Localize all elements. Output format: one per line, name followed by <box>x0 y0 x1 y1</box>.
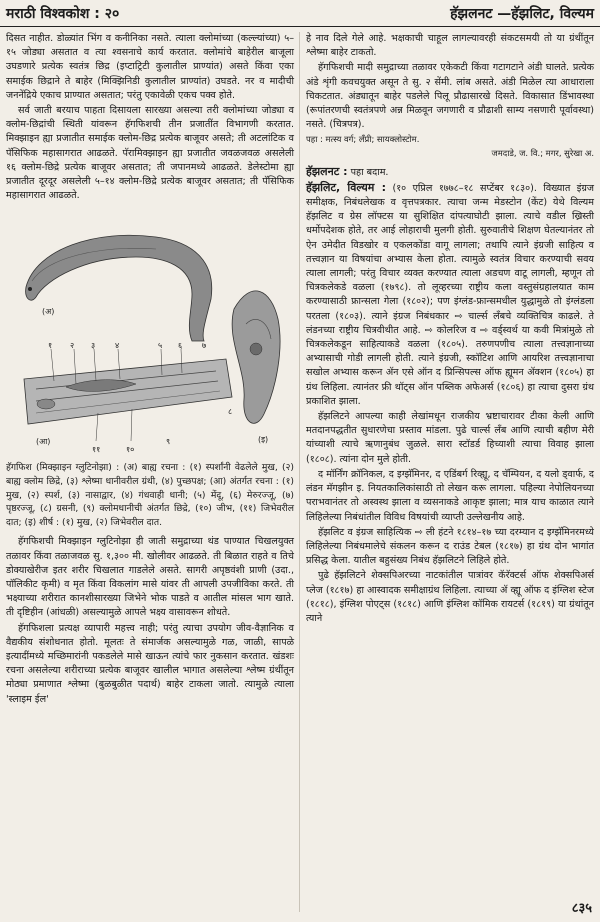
paragraph: हॅझलिटने आपल्या काही लेखांमधून राजकीय भ्रष्टाचारावर टीका केली आणि मतदानपद्धतीत सुधारणेचा प्रस्ताव मांडला. पुढे चार्ल्स लँब आणि त्याची बहीण मेरी यांच्याशी त्याचे ऋणानुबंध जुळले. सारा स्टॉडर्ड हिच्याशी त्याचा विवाह झाला (१८०८). त्यांना दोन मुले होती. <box>306 411 594 465</box>
hagfish-figure <box>6 209 294 457</box>
page-header <box>0 0 600 27</box>
figure-number: ९ <box>166 437 171 447</box>
figure-number: ६ <box>178 341 183 351</box>
paragraph: द मॉर्निंग क्रॉनिकल, द इग्झॅमिनर, द एडिंबर्ग रिव्ह्यू, द चॅम्पियन, द यलो ड्वार्फ, द लंडन मॅगझीन इ. नियतकालिकांसाठी तो लेखन करू लागला. पहिल्या नेपोलियनच्या पराभवानंतर तो अस्वस्थ झाला व व्यसनाकडे आकृष्ट झाला; मात्र याच काळात त्याने लिहिलेल्या निबंधांतील विविध विषयांची व्याप्ती उल्लेखनीय आहे. <box>306 468 594 523</box>
entry-hazelnut <box>306 165 594 180</box>
figure-label-i: (इ) <box>258 435 269 445</box>
figure-caption: हॅगफिश (मिक्झाइन ग्लुटिनोझा) : (अ) बाह्य रचना : (१) स्पर्शांनी वेढलेले मुख, (२) बाह्य क्लोम छिद्रे, (३) श्लेष्मा धानीवरील ग्रंथी, (४) पुच्छपक्ष; (आ) अंतर्गत रचना : (१) मुख, (२) स्पर्श, (३) नासाद्वार, (४) गंधवाही धानी; (५) मेंदू, (६) मेरुरज्जू, (७) पृष्ठरज्जू, (८) ग्रसनी, (९) क्लोमधानीची अंतर्गत छिद्रे, (१०) जीभ, (११) जिभेवरील दात; (इ) शीर्ष : (१) मुख, (२) जिभेवरील दात. <box>6 462 294 528</box>
figure-number: ८ <box>228 407 233 417</box>
headword: हॅझलनट : <box>306 164 348 178</box>
right-column <box>306 32 594 627</box>
figure-number: २ <box>70 341 75 351</box>
figure-number: ३ <box>91 341 96 351</box>
paragraph: हॅगफिशची मिक्झाइन ग्लुटिनोझा ही जाती समुद्राच्या थंड पाण्यात चिखलयुक्त तळावर किंवा तळाजवळ सु. १,३०० मी. खोलीवर आढळते. ती बिळात राहते व तिचे डोक्याखेरीज इतर शरीर चिखलात गाडलेले असते. सागरी अपृष्ठवंशी प्राणी (उदा., पॉलिकीट कृमी) व मृत किंवा विकलांग मासे यांवर ती आपली उपजीविका करते. ती भक्ष्याच्या शरीरात कानशीसारख्या जिभेने भोक पाडते व आतील मांसल भाग खाते. ती दृष्टिहीन (आंधळी) असल्यामुळे आपले भक्ष्य वासावरून शोधते. <box>6 536 294 619</box>
paragraph: हॅगफिशला प्रत्यक्ष व्यापारी महत्त्व नाही; परंतु त्याचा उपयोग जीव-वैज्ञानिक व वैद्यकीय संशोधनात होतो. मूलतः ते संमार्जक असल्यामुळे गळ, जाळी, सापळे इत्यादींमध्ये मच्छिमारांनी पकडलेले मासे खाऊन त्यांचे फार नुकसान करतात. खंडशः रचना असलेल्या शरीराच्या प्रत्येक बाजूवर खालील भागात असलेल्या श्लेष्म ग्रंथींतून मोठ्या प्रमाणात श्लेष्मा (बुळबुळीत पदार्थ) बाहेर टाकला जातो. त्यामुळे त्याला 'स्लाइम ईल' <box>6 622 294 705</box>
figure-number: ७ <box>202 341 207 351</box>
author-signature: जमदाडे, ज. वि.; मगर, सुरेखा अ. <box>491 148 594 159</box>
paragraph: दिसत नाहीत. डोळ्यांत भिंग व कनीनिका नसते. त्याला क्लोमांच्या (कल्ल्यांच्या) ५–१५ जोड्या असतात व त्या श्वसनाचे कार्य करतात. क्लोमांचे बाहेरील बाजूला उघडणारे प्रत्येक स्वतंत्र छिद्र (इप्टाट्रिटी कुलातील प्राण्यांत) असते किंवा एका समाईक छिद्राने ते बाहेर (मिक्झिनिडी कुलातील प्राण्यांत) उघडते. नर व मादीची जननेंद्रिये एकाच प्राण्यात असतात; परंतु एकावेळी एकच पक्व होते. <box>6 33 294 101</box>
paragraph: हॅझलिट व इंग्रज साहित्यिक ⇨ ली हंटने १८१४–१७ च्या दरम्यान द इग्झॅमिनरमध्ये लिहिलेल्या निबंधमालेचे संकलन करून द राउंड टेबल (१८१७) हा ग्रंथ दोन भागांत प्रसिद्ध केला. यातील बहुसंख्य निबंध हॅझलिटने लिहिले होते. <box>306 526 594 567</box>
figure-number: ५ <box>158 341 163 351</box>
see-also: पहा : मत्स्य वर्ग; लँप्री; सायक्लोस्टोम. <box>306 134 420 145</box>
figure-number: ११ <box>92 445 101 455</box>
figure-label-aa: (आ) <box>36 437 51 447</box>
figure-number: ४ <box>115 341 120 351</box>
paragraph: पुढे हॅझलिटने शेक्सपिअरच्या नाटकांतील पात्रांवर कॅरॅक्टर्स ऑफ शेक्सपिअर्स प्लेज (१८१७) हा आस्वादक समीक्षाग्रंथ लिहिला. त्याच्या ॲ व्ह्यू ऑफ द इंग्लिश स्टेज (१८१८), इंग्लिश पोएट्स (१८१८) आणि इंग्लिश कॉमिक रायटर्स (१८१९) या ग्रंथांतून त्याने <box>306 570 594 624</box>
column-divider <box>299 32 300 912</box>
page-number: ८३५ <box>571 901 592 916</box>
figure-number: १० <box>126 445 135 455</box>
paragraph: हॅगफिशची मादी समुद्राच्या तळावर एकेकटी किंवा गटागटाने अंडी घालते. प्रत्येक अंडे शृंगी कवचयुक्त असून ते सु. २ सेंमी. लांब असते. अंडी मिळेल त्या आधाराला चिकटतात. अंड्यातून बाहेर पडलेले पिलू प्रौढासारखे दिसते. विकासात डिंभावस्था (रूपांतरणची स्वतंत्रपणे अन्न मिळवून जगणारी व प्रौढाशी साम्य नसणारी पूर्वावस्था) नसते. (चित्रपत्र). <box>306 62 594 131</box>
cross-reference: पहा बदाम. <box>350 166 389 178</box>
figure-label-a: (अ) <box>42 307 55 317</box>
running-head-left: मराठी विश्वकोश : २० <box>6 6 120 22</box>
left-column <box>6 32 294 708</box>
figure-number: १ <box>48 341 53 351</box>
running-head-right: हॅझलनट —हॅझलिट, विल्यम <box>450 6 594 22</box>
entry-body: (१० एप्रिल १७७८–१८ सप्टेंबर १८३०). विख्यात इंग्रज समीक्षक, निबंधलेखक व वृत्तपत्रकार. त्याचा जन्म मेडस्टोन (केंट) येथे विल्यम हॅझलिट व ग्रेस लॉफ्टस या सुशिक्षित दांपत्याघोटी झाला. त्याचे वडील ख्रिस्ती धर्मोपदेशक होते, तर आई लोहाराची मुलगी होती. सुरुवातीचे शिक्षण घेतल्यानंतर तो ऐन उमेदीत विडखोर व एकलकोंडा वागू लागला; तथापि त्याने इंग्रजी साहित्य व तत्त्वज्ञान या विषयांचा अभ्यास केला होता. त्यामुळे स्वतंत्र विचार करण्याची सवय त्याला लागली; परंतु विचार व्यक्त करण्यात त्याला अडचण वाटू लागली, म्हणून तो चित्रकलेकडे वळला (१७९८). तो लूव्हरच्या राष्ट्रीय कला वस्तुसंग्रहालयात काम करण्यासाठी फ्रान्सला गेला (१८०२); पण इंग्लंड-फ्रान्समधील युद्धामुळे तो इंग्लंडला परतला (१८०३). त्याने इंग्रज निबंधकार ⇨ चार्ल्स लँबचे व्यक्तिचित्र काढले. ते लंडनच्या राष्ट्रीय चित्रवीथीत आहे. ⇨ कोलरिज व ⇨ वर्ड्स्वर्थ या कवी मित्रांमुळे तो चित्रकलेकडून साहित्याकडे वळला (१८०५). तरुणपणीच त्याला तत्त्वज्ञानाच्या अभ्यासाची गोडी लागली होती. त्याने इंग्रजी, स्कॉटिश आणि आयरिश तत्त्वज्ञानाचा सखोल अभ्यास करून ॲन एसे ऑन द प्रिन्सिपल्स ऑफ ह्यूमन ॲक्शन (१८०५) हा ग्रंथ लिहिला. त्यानंतर फ्री थॉट्स ऑन पब्लिक अफेअर्स (१८०६) हा त्याचा दुसरा ग्रंथ प्रकाशित झाला. <box>306 182 594 407</box>
hagfish-illustration <box>6 209 294 457</box>
paragraph: सर्व जाती बरयाच पाहता दिसायला सारख्या असल्या तरी क्लोमांच्या जोड्या व क्लोम-छिद्रांची स्थिती यांवरून हॅगफिशची तीन प्रजातींत विभागणी करतात. मिक्झाइन ह्या प्रजातीत समाईक क्लोम-छिद्र प्रत्येक बाजूवर असते; ती अटलांटिक व पॅसिफिक महासागरात आढळते. पॅरामिक्झाइन ह्या प्रजातीत जवळजवळ असलेली १६ क्लोम-छिद्रे प्रत्येक बाजूवर असतात; ती जपानमध्ये आढळते. डेलेस्टोमा ह्या प्रजातीत दूरदूर असलेली ५–१४ क्लोम-छिद्रे प्रत्येक बाजूवर असतात; ती पॅसिफिक महासागरात आढळते. <box>6 105 294 202</box>
headword: हॅझलिट, विल्यम : <box>306 180 386 194</box>
entry-hazlitt <box>306 181 594 409</box>
paragraph: हे नाव दिले गेले आहे. भक्षकाची चाहूल लागल्यावरही संकटसमयी तो या ग्रंथींतून श्लेष्मा बाहेर टाकतो. <box>306 33 594 59</box>
